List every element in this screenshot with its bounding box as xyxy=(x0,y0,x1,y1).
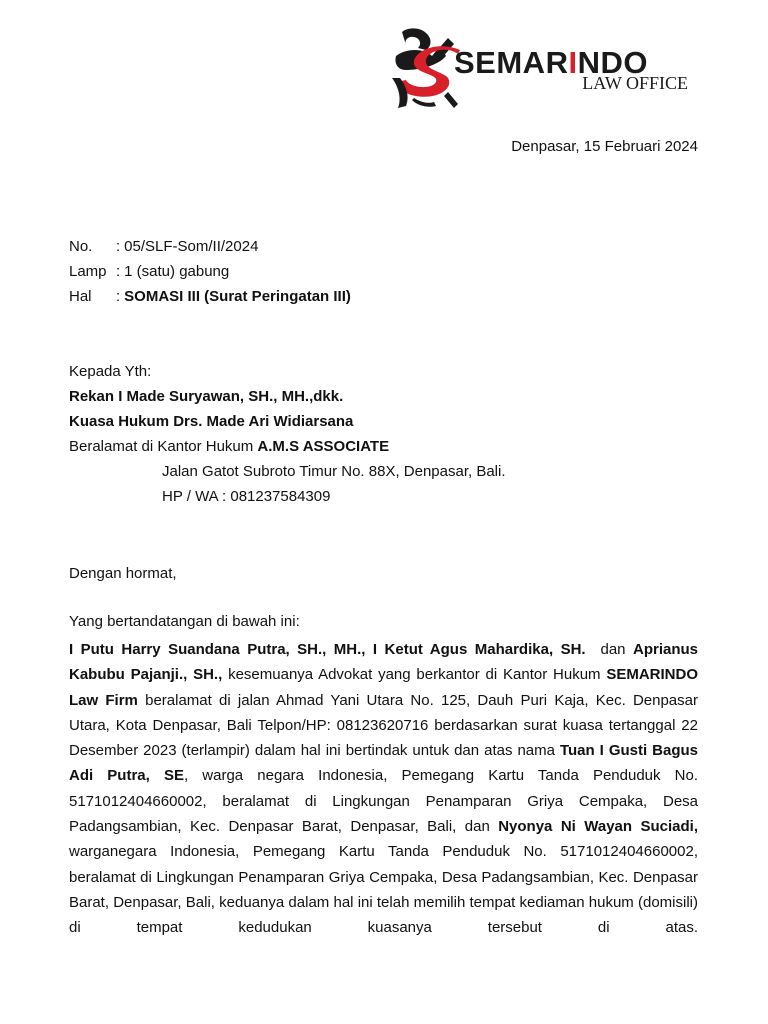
para-seg-9: warganegara Indonesia, Pemegang Kartu Tanda Penduduk No. 5171012404660002, beralamat di Lingkungan Penamparan Griya Cempaka, Desa Padangsambian, Kec. Denpasar Barat, Denpasar, Bali, keduanya dalam hal ini telah memilih tempat kediaman hukum (domisili) di tempat kedudukan kuasanya tersebut di atas. xyxy=(69,843,698,937)
para-seg-1: dan xyxy=(585,641,633,658)
para-seg-5: beralamat di jalan Ahmad Yani Utara No. 125, Dauh Puri Kaja, Kec. Denpasar Utara, Kota Denpasar, Bali Telpon/HP: 08123620716 berdasarkan surat kuasa tertanggal 22 Desember 2023 (terlampir) dalam hal ini bertindak untuk dan atas nama xyxy=(69,691,698,760)
logo-name-accent: I xyxy=(568,45,578,80)
addressee-office-line xyxy=(69,437,506,462)
law-office-logo xyxy=(388,26,698,112)
addressee-office-prefix: Beralamat di Kantor Hukum xyxy=(69,438,258,455)
addressee-office-name: A.M.S ASSOCIATE xyxy=(257,438,390,455)
salutation: Dengan hormat, xyxy=(69,565,177,582)
meta-number-value: 05/SLF-Som/II/2024 xyxy=(124,238,259,255)
addressee-greeting: Kepada Yth: xyxy=(69,363,152,380)
meta-attachment-row: Lamp : 1 (satu) gabung xyxy=(69,263,230,280)
emblem-icon xyxy=(392,28,460,108)
meta-subject-label: Hal xyxy=(69,288,92,305)
letter-meta xyxy=(69,237,351,312)
meta-subject-row: Hal : SOMASI III (Surat Peringatan III) xyxy=(69,288,351,305)
client-name-husband: Tuan I Gusti Bagus Adi Putra, SE xyxy=(69,742,698,785)
body-paragraph xyxy=(69,637,698,941)
advocates-names: I Putu Harry Suandana Putra, SH., MH., I Ketut Agus Mahardika, SH. xyxy=(69,641,586,658)
addressee-name: Rekan I Made Suryawan, SH., MH.,dkk. xyxy=(69,388,344,405)
firm-name: SEMARINDO Law Firm xyxy=(69,666,698,709)
para-seg-7: , warga negara Indonesia, Pemegang Kartu Tanda Penduduk No. 5171012404660002, beralamat di Lingkungan Penamparan Griya Cempaka, Desa Padangsambian, Kec. Denpasar Barat, Denpasar, Bali, dan xyxy=(69,767,698,836)
intro-line: Yang bertandatangan di bawah ini: xyxy=(69,613,300,630)
meta-number-row: No. : 05/SLF-Som/II/2024 xyxy=(69,238,259,255)
meta-subject-value: SOMASI III (Surat Peringatan III) xyxy=(124,288,351,305)
addressee-role: Kuasa Hukum Drs. Made Ari Widiarsana xyxy=(69,413,354,430)
letter-date: Denpasar, 15 Februari 2024 xyxy=(511,138,698,155)
meta-attachment-value: 1 (satu) gabung xyxy=(124,263,230,280)
addressee-street: Jalan Gatot Subroto Timur No. 88X, Denpasar, Bali. xyxy=(162,463,506,480)
client-name-wife: Nyonya Ni Wayan Suciadi, xyxy=(498,818,698,836)
para-seg-3: kesemuanya Advokat yang berkantor di Kantor Hukum xyxy=(222,666,607,684)
logo-name-part2: NDO xyxy=(577,45,648,80)
semarindo-logo-graphic xyxy=(388,26,698,112)
logo-name-part1: SEMAR xyxy=(454,45,569,80)
meta-number-label: No. xyxy=(69,238,93,255)
meta-attachment-label: Lamp xyxy=(69,263,107,280)
addressee-phone: HP / WA : 081237584309 xyxy=(162,488,331,505)
advocate-name-aprianus: Aprianus Kabubu Pajanji., SH., xyxy=(69,641,699,684)
logo-subtitle: LAW OFFICE xyxy=(582,73,688,93)
addressee-block xyxy=(69,362,506,512)
